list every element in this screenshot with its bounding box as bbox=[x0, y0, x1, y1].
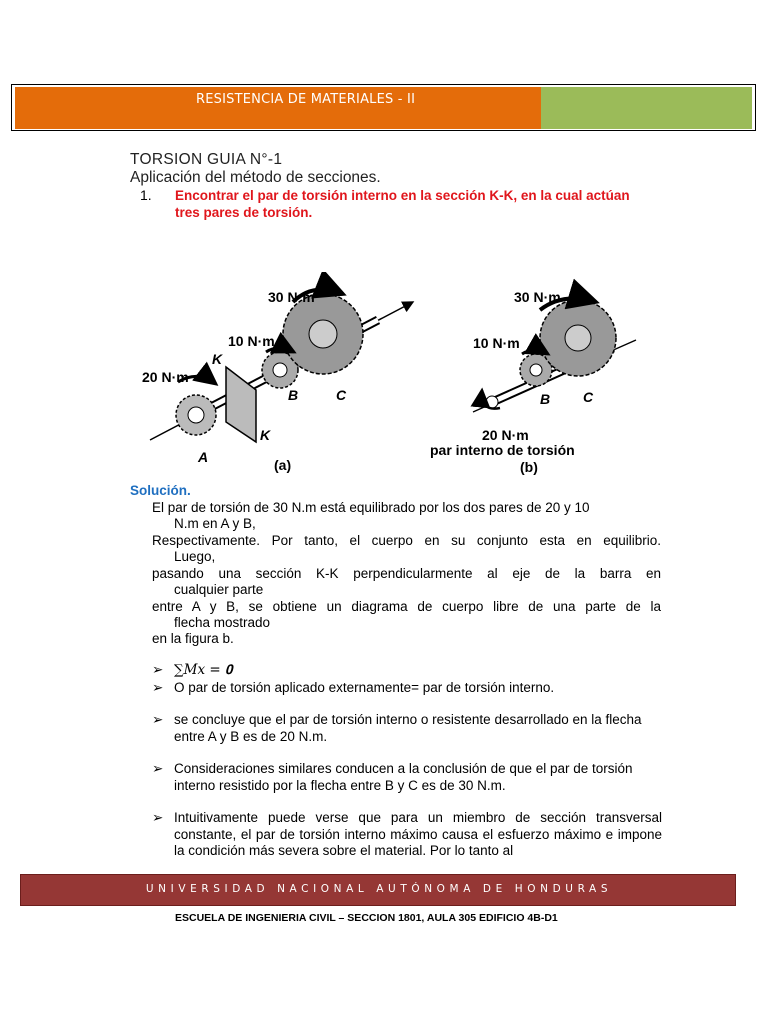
label-torque-20-b: 20 N·m bbox=[482, 427, 529, 443]
label-c: C bbox=[336, 387, 347, 403]
solution-paragraph-2 bbox=[152, 533, 661, 565]
document-title: TORSION GUIA N°-1 bbox=[130, 151, 283, 168]
torsion-diagram bbox=[128, 272, 648, 480]
label-torque-30-b: 30 N·m bbox=[514, 289, 561, 305]
bullet-item bbox=[152, 662, 662, 679]
bullet-item bbox=[152, 680, 662, 697]
bullet-text: Intuitivamente puede verse que para un miembro de sección transversal constante, el par de torsión interno máximo causa el esfuerzo máximo e impone la condición más severa sobre el material. Por lo tanto al bbox=[174, 810, 662, 858]
solution-paragraph-4 bbox=[152, 599, 661, 631]
section-plane-k bbox=[226, 367, 256, 442]
bullet-arrow-icon: ➢ bbox=[152, 680, 164, 695]
paragraph-line: Luego, bbox=[174, 549, 216, 564]
paragraph-line: Respectivamente. Por tanto, el cuerpo en su conjunto esta en equilibrio. bbox=[152, 533, 661, 548]
caption-a: (a) bbox=[274, 457, 292, 473]
torque-arrow-10-b bbox=[522, 350, 548, 354]
paragraph-line: en la figura b. bbox=[152, 631, 234, 646]
bullet-text: ∑𝑀𝑥 = 𝟎 bbox=[174, 662, 233, 678]
bullet-arrow-icon: ➢ bbox=[152, 712, 164, 727]
label-k-bottom: K bbox=[260, 427, 271, 443]
header-green-band bbox=[541, 87, 752, 129]
bullet-arrow-icon: ➢ bbox=[152, 810, 164, 825]
label-b-b: B bbox=[540, 391, 551, 407]
paragraph-line: cualquier parte bbox=[174, 582, 264, 597]
solution-paragraph-3 bbox=[152, 566, 661, 598]
figure-a bbox=[142, 289, 413, 473]
bullet-arrow-icon: ➢ bbox=[152, 662, 164, 677]
figure-b bbox=[430, 289, 636, 475]
label-torque-30: 30 N·m bbox=[268, 289, 315, 305]
bullet-item bbox=[152, 810, 662, 860]
solution-title: Solución. bbox=[130, 483, 191, 498]
bullet-text: Consideraciones similares conducen a la conclusión de que el par de torsión interno resistido por la flecha entre B y C es de 30 N.m. bbox=[174, 761, 633, 793]
bullet-item bbox=[152, 712, 662, 745]
question-number: 1. bbox=[140, 187, 152, 203]
document-subtitle: Aplicación del método de secciones. bbox=[130, 169, 381, 186]
label-torque-20: 20 N·m bbox=[142, 369, 189, 385]
label-c-b: C bbox=[583, 389, 594, 405]
solution-paragraph-5 bbox=[152, 631, 661, 647]
solution-paragraph-1 bbox=[152, 500, 637, 532]
bullet-text: se concluye que el par de torsión interno o resistente desarrollado en la flecha entre A y B es de 20 N.m. bbox=[174, 712, 642, 744]
footer-school: ESCUELA DE INGENIERIA CIVIL – SECCION 1801, AULA 305 EDIFICIO 4B-D1 bbox=[175, 912, 558, 924]
label-internal-torque: par interno de torsión bbox=[430, 442, 575, 458]
bullet-item bbox=[152, 761, 662, 794]
header-title: RESISTENCIA DE MATERIALES - II bbox=[196, 92, 416, 107]
paragraph-line: entre A y B, se obtiene un diagrama de cuerpo libre de una parte de la bbox=[152, 599, 661, 614]
bullet-arrow-icon: ➢ bbox=[152, 761, 164, 776]
paragraph-line: N.m en A y B, bbox=[174, 516, 256, 531]
label-a: A bbox=[198, 449, 209, 465]
label-torque-10: 10 N·m bbox=[228, 333, 275, 349]
label-b: B bbox=[288, 387, 299, 403]
footer-band bbox=[20, 874, 736, 906]
paragraph-line: pasando una sección K-K perpendicularmente al eje de la barra en bbox=[152, 566, 661, 581]
label-torque-10-b: 10 N·m bbox=[473, 335, 520, 351]
footer-university: UNIVERSIDAD NACIONAL AUTÓNOMA DE HONDURAS bbox=[145, 883, 613, 895]
paragraph-line: flecha mostrado bbox=[174, 615, 271, 630]
label-k-top: K bbox=[212, 351, 223, 367]
torsion-figure bbox=[128, 272, 648, 480]
paragraph-line: El par de torsión de 30 N.m está equilibrado por los dos pares de 20 y 10 bbox=[152, 500, 590, 515]
question-text: Encontrar el par de torsión interno en la sección K-K, en la cual actúan tres pares de torsión. bbox=[175, 188, 630, 220]
caption-b: (b) bbox=[520, 459, 538, 475]
bullet-text: O par de torsión aplicado externamente= par de torsión interno. bbox=[174, 680, 555, 695]
